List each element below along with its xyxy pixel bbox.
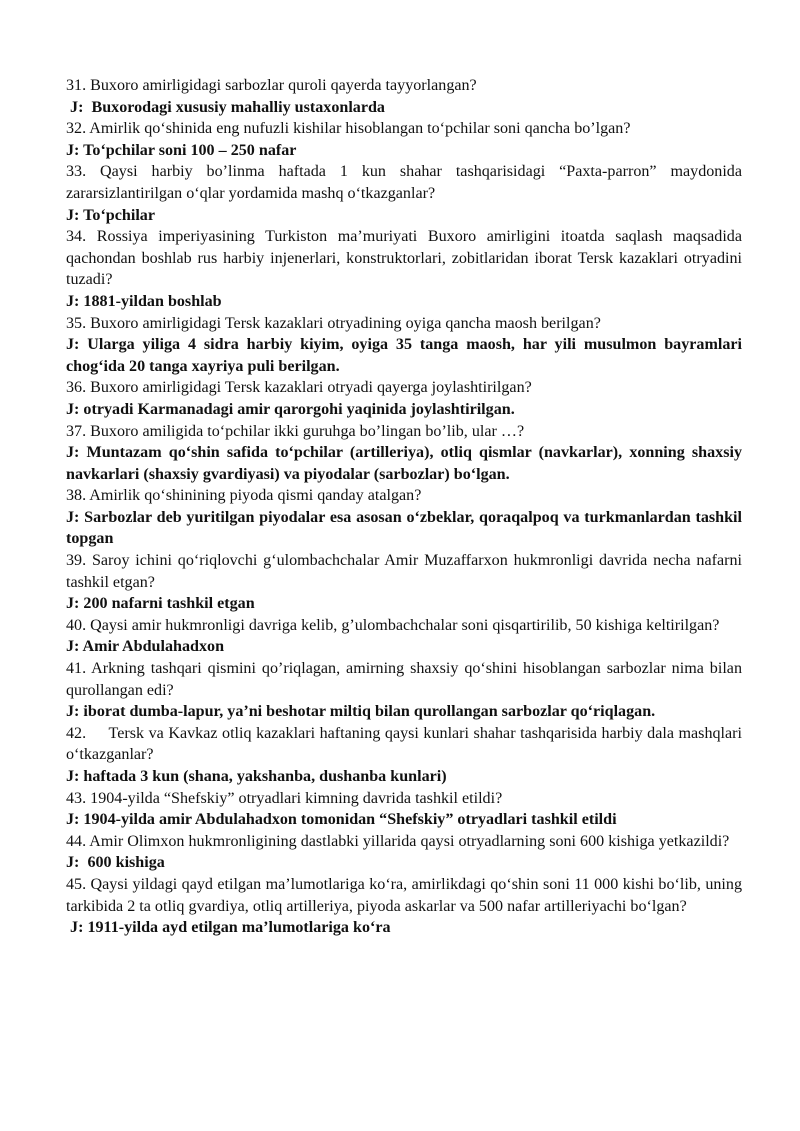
question-42: 42. Tersk va Kavkaz otliq kazaklari haftaning qaysi kunlari shahar tashqarisida harbiy dala mashqlari o‘tkazganlar? [66,724,747,764]
answer-44: J: 600 kishiga [66,854,165,872]
answer-38: J: Sarbozlar deb yuritilgan piyodalar esa asosan o‘zbeklar, qoraqalpoq va turkmanlardan tashkil topgan [66,508,742,548]
answer-42: J: haftada 3 kun (shana, yakshanba, dushanba kunlari) [66,768,447,785]
answer-35: J: Ularga yiliga 4 sidra harbiy kiyim, oyiga 35 tanga maosh, har yili musulmon bayramlari chog‘ida 20 tanga xayriya puli berilgan. [66,336,742,375]
question-45: 45. Qaysi yildagi qayd etilgan ma’lumotlariga ko‘ra, amirlikdagi qo‘shin soni 11 000 kishi bo‘lib, uning tarkibida 2 ta otliq gvardiya, otliq artilleriya, piyoda askarlar va 500 nafar artilleriyachi bo‘lgan? [66,875,742,915]
answer-34: J: 1881-yildan boshlab [66,292,222,310]
answer-45: J: 1911-yilda ayd etilgan ma’lumotlariga ko‘ra [66,919,391,937]
question-44: 44. Amir Olimxon hukmronligining dastlabki yillarida qaysi otryadlarning soni 600 kishiga yetkazildi? [66,832,730,850]
answer-39: J: 200 nafarni tashkil etgan [66,595,255,613]
question-31: 31. Buxoro amirligidagi sarbozlar quroli qayerda tayyorlangan? [66,77,477,94]
answer-33: J: To‘pchilar [66,206,155,224]
question-39: 39. Saroy ichini qo‘riqlovchi g‘ulombachchalar Amir Muzaffarxon hukmronligi davrida necha nafarni tashkil etgan? [66,552,742,591]
question-34: 34. Rossiya imperiyasining Turkiston ma’muriyati Buxoro amirligini itoatda saqlash maqsadida qachondan boshlab rus harbiy injenerlari, konstruktorlari, zobitlaridan iborat Tersk kazaklari otryadini tuzadi? [66,228,742,289]
question-40: 40. Qaysi amir hukmronligi davriga kelib, g’ulombachchalar soni qisqartirilib, 50 kishiga keltirilgan? [66,616,720,634]
answer-40: J: Amir Abdulahadxon [66,638,225,656]
question-41: 41. Arkning tashqari qismini qo’riqlagan, amirning shaxsiy qo‘shini hisoblangan sarbozlar nima bilan qurollangan edi? [66,660,742,699]
question-35: 35. Buxoro amirligidagi Tersk kazaklari otryadining oyiga qancha maosh berilgan? [66,314,601,332]
answer-32: J: To‘pchilar soni 100 – 250 nafar [66,141,297,159]
question-33: 33. Qaysi harbiy bo’linma haftada 1 kun shahar tashqarisidagi “Paxta-parron” maydonida zararsizlantirilgan o‘qlar yordamida mashq o‘tkazganlar? [66,163,742,202]
answer-43: J: 1904-yilda amir Abdulahadxon tomonidan “Shefskiy” otryadlari tashkil etildi [66,811,617,829]
answer-37: J: Muntazam qo‘shin safida to‘pchilar (artilleriya), otliq qismlar (navkarlar), xonning shaxsiy navkarlari (shaxsiy gvardiyasi) va piyodalar (sarbozlar) bo‘lgan. [66,444,742,483]
question-38: 38. Amirlik qo‘shinining piyoda qismi qanday atalgan? [66,487,422,505]
document-page [66,75,747,939]
answer-41: J: iborat dumba-lapur, ya’ni beshotar miltiq bilan qurollangan sarbozlar qo‘riqlagan. [66,703,656,721]
answer-36: J: otryadi Karmanadagi amir qarorgohi yaqinida joylashtirilgan. [66,400,515,418]
question-43: 43. 1904-yilda “Shefskiy” otryadlari kimning davrida tashkil etildi? [66,789,503,807]
question-32: 32. Amirlik qo‘shinida eng nufuzli kishilar hisoblangan to‘pchilar soni qancha bo’lgan? [66,120,631,138]
question-37: 37. Buxoro amiligida to‘pchilar ikki guruhga bo’lingan bo’lib, ular …? [66,422,525,440]
question-36: 36. Buxoro amirligidagi Tersk kazaklari otryadi qayerga joylashtirilgan? [66,379,532,397]
answer-31: J: Buxorodagi xususiy mahalliy ustaxonlarda [66,98,385,116]
